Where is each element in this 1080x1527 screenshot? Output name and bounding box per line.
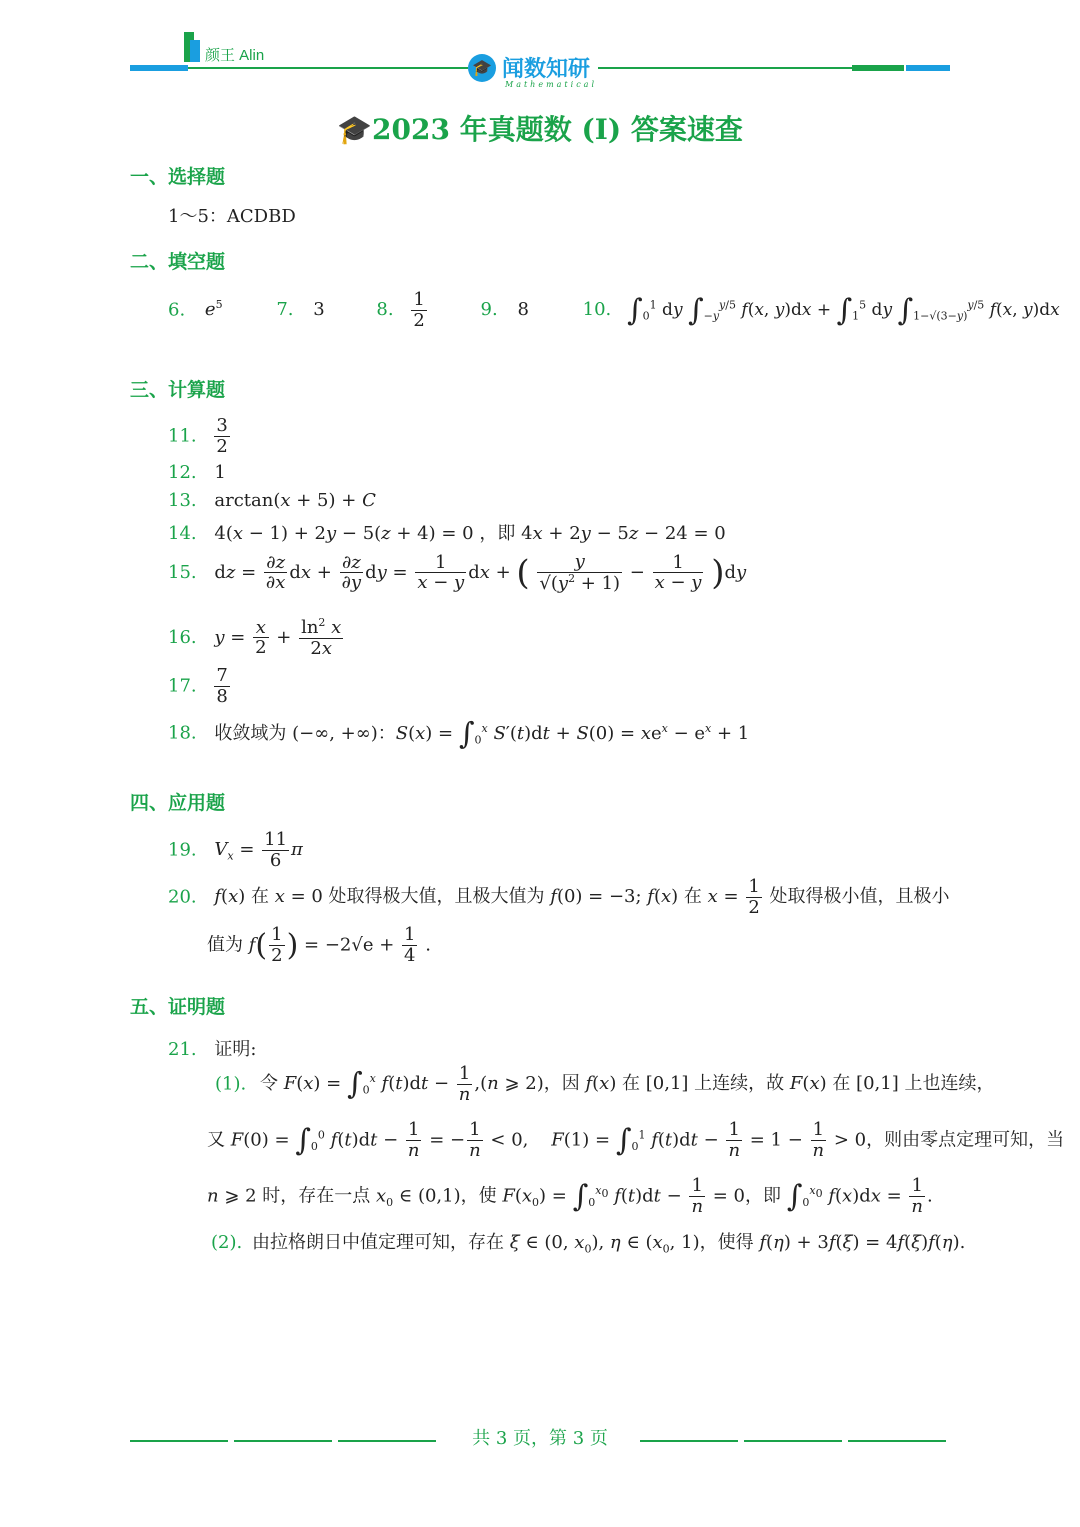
q16-answer: y = $\frac{x}{2}$ + $\frac{\ln^2 x}{2x}$ bbox=[214, 616, 342, 659]
q16 bbox=[168, 617, 345, 659]
q13 bbox=[168, 490, 376, 511]
q17-answer: $\frac{7}{8}$ bbox=[216, 665, 228, 707]
q12-answer: 1 bbox=[214, 462, 226, 483]
header-line-blue-right bbox=[906, 65, 950, 71]
q9-number: 9. bbox=[480, 299, 498, 321]
q13-answer: arctan(x + 5) + C bbox=[214, 490, 376, 511]
proof-part1-line2: 又 $F(0) = \int_0^0$ f(t)dt − $\frac{1}{n}$ = − $\frac{1}{n}$ < 0, $F(1) = \int_0^1$ f(t)dt − $\frac{1}{n}$ = 1 − $\frac{1}{n}$ > 0，则由零点定理可知，当 bbox=[207, 1119, 1065, 1161]
proof-part2-number: (2). bbox=[211, 1232, 243, 1253]
header-line-blue-left bbox=[130, 65, 188, 71]
q11-number: 11. bbox=[168, 425, 197, 447]
graduation-cap-icon: 🎓 bbox=[468, 54, 496, 82]
q12-number: 12. bbox=[168, 462, 197, 483]
proof-part1-number: (1). bbox=[215, 1073, 247, 1095]
q21 bbox=[168, 1035, 256, 1061]
q6-answer: $e^5$ bbox=[204, 298, 223, 321]
section-choice: 一、选择题 bbox=[130, 166, 226, 188]
graduation-cap-icon: 🎓 bbox=[337, 113, 373, 146]
header-line-left bbox=[188, 67, 468, 69]
q15-number: 15. bbox=[168, 561, 197, 583]
choice-answers: 1～5：ACDBD bbox=[168, 206, 296, 227]
q8-answer: $\frac{1}{2}$ bbox=[413, 289, 425, 331]
q16-number: 16. bbox=[168, 626, 197, 648]
q20-line2: 值为 f( $\frac{1}{2}$ ) = −2√e + $\frac{1}{4}$ . bbox=[207, 924, 431, 966]
q17 bbox=[168, 666, 232, 707]
q10-number: 10. bbox=[582, 299, 612, 321]
section-app: 四、应用题 bbox=[130, 792, 226, 814]
page-number: 共 3 页，第 3 页 bbox=[472, 1428, 608, 1449]
q17-number: 17. bbox=[168, 675, 197, 697]
q12 bbox=[168, 462, 226, 483]
q19-answer: $V_x$ = $\frac{11}{6}$ π bbox=[214, 829, 303, 871]
q7-answer: 3 bbox=[313, 299, 325, 321]
header-line-green-right bbox=[852, 65, 904, 71]
q11-answer: $\frac{3}{2}$ bbox=[216, 415, 228, 457]
q18 bbox=[168, 716, 749, 751]
brand-logo-icon-part bbox=[190, 40, 200, 62]
section-calc: 三、计算题 bbox=[130, 379, 226, 401]
header bbox=[0, 0, 1080, 100]
brand-name: 颜王 Alin bbox=[205, 47, 265, 64]
q18-number: 18. bbox=[168, 722, 197, 744]
q21-number: 21. bbox=[168, 1039, 197, 1060]
q20-answer-line1: f(x) 在 x = 0 处取得极大值，且极大值为 f(0) = −3; f(x) 在 x = $\frac{1}{2}$ 处取得极小值，且极小 bbox=[214, 876, 950, 918]
proof-part1-line3: n ⩾ 2 时，存在一点 $x_0$ ∈ (0,1)，使 $F(x_0) = \int_0^{x_0}$ f(t)dt − $\frac{1}{n}$ = 0，即 $\int_0^{x_0}$ f(x)dx = $\frac{1}{n}$ . bbox=[207, 1175, 933, 1217]
q20 bbox=[168, 877, 950, 918]
page-title-text: 2023 年真题数 (I) 答案速查 bbox=[372, 113, 743, 146]
q14 bbox=[168, 519, 726, 545]
logo-sub: Mathematical bbox=[505, 80, 597, 89]
proof-part1-line1: (1). 令 $F(x) = \int_0^x$ f(t)dt − $\frac{1}{n}$ ,(n ⩾ 2)，因 f(x) 在 [0,1] 上连续，故 F(x) 在 [0,1] 上也连续， bbox=[215, 1063, 995, 1105]
q18-answer: 收敛域为 (−∞, +∞)：$S(x) = \int_0^x$ $S'(t)dt + S(0) = xe^x - e^x + 1$ bbox=[214, 716, 750, 751]
fill-answers bbox=[168, 290, 1060, 350]
q19 bbox=[168, 830, 303, 871]
q6-number: 6. bbox=[168, 299, 186, 321]
q20-number: 20. bbox=[168, 886, 197, 908]
page-title bbox=[0, 108, 1080, 148]
q7-number: 7. bbox=[276, 299, 294, 321]
proof-label: 证明: bbox=[214, 1039, 257, 1060]
footer-ornament-right bbox=[640, 1440, 946, 1442]
q9-answer: 8 bbox=[517, 299, 529, 321]
logo-text: 闻数知研 bbox=[502, 56, 591, 82]
q10-answer: $\int_0^1$ dy $\int_{-y}^{y/5}$ f(x, $y)dx + \int_1^5$ dy $\int_{1-√(3-y)}^{y/5}$ f(x, y)dx bbox=[627, 293, 1060, 329]
q11 bbox=[168, 416, 232, 457]
q19-number: 19. bbox=[168, 839, 197, 861]
q14-number: 14. bbox=[168, 523, 197, 544]
q8-number: 8. bbox=[376, 299, 394, 321]
section-fill: 二、填空题 bbox=[130, 251, 226, 273]
proof-part2: (2). 由拉格朗日中值定理可知，存在 ξ ∈ (0, $x_0$), η ∈ ($x_0$, 1)，使得 f(η) + 3f(ξ) = 4f(ξ)f(η). bbox=[211, 1232, 966, 1256]
q15-answer: dz = $\frac{\partial z}{\partial x}$ dx + $\frac{\partial z}{\partial y}$ dy = $\frac{1}{x - y}$ dx + ( $\frac{y}{√(y^2 + 1)}$ − $\frac{1}{x - y}$ )dy bbox=[214, 551, 747, 594]
header-line-right bbox=[598, 67, 852, 69]
q15 bbox=[168, 552, 746, 594]
section-proof: 五、证明题 bbox=[130, 996, 226, 1018]
q14-answer: 4(x − 1) + 2y − 5(z + 4) = 0 ，即 4x + 2y − 5z − 24 = 0 bbox=[214, 523, 726, 544]
q13-number: 13. bbox=[168, 490, 197, 511]
